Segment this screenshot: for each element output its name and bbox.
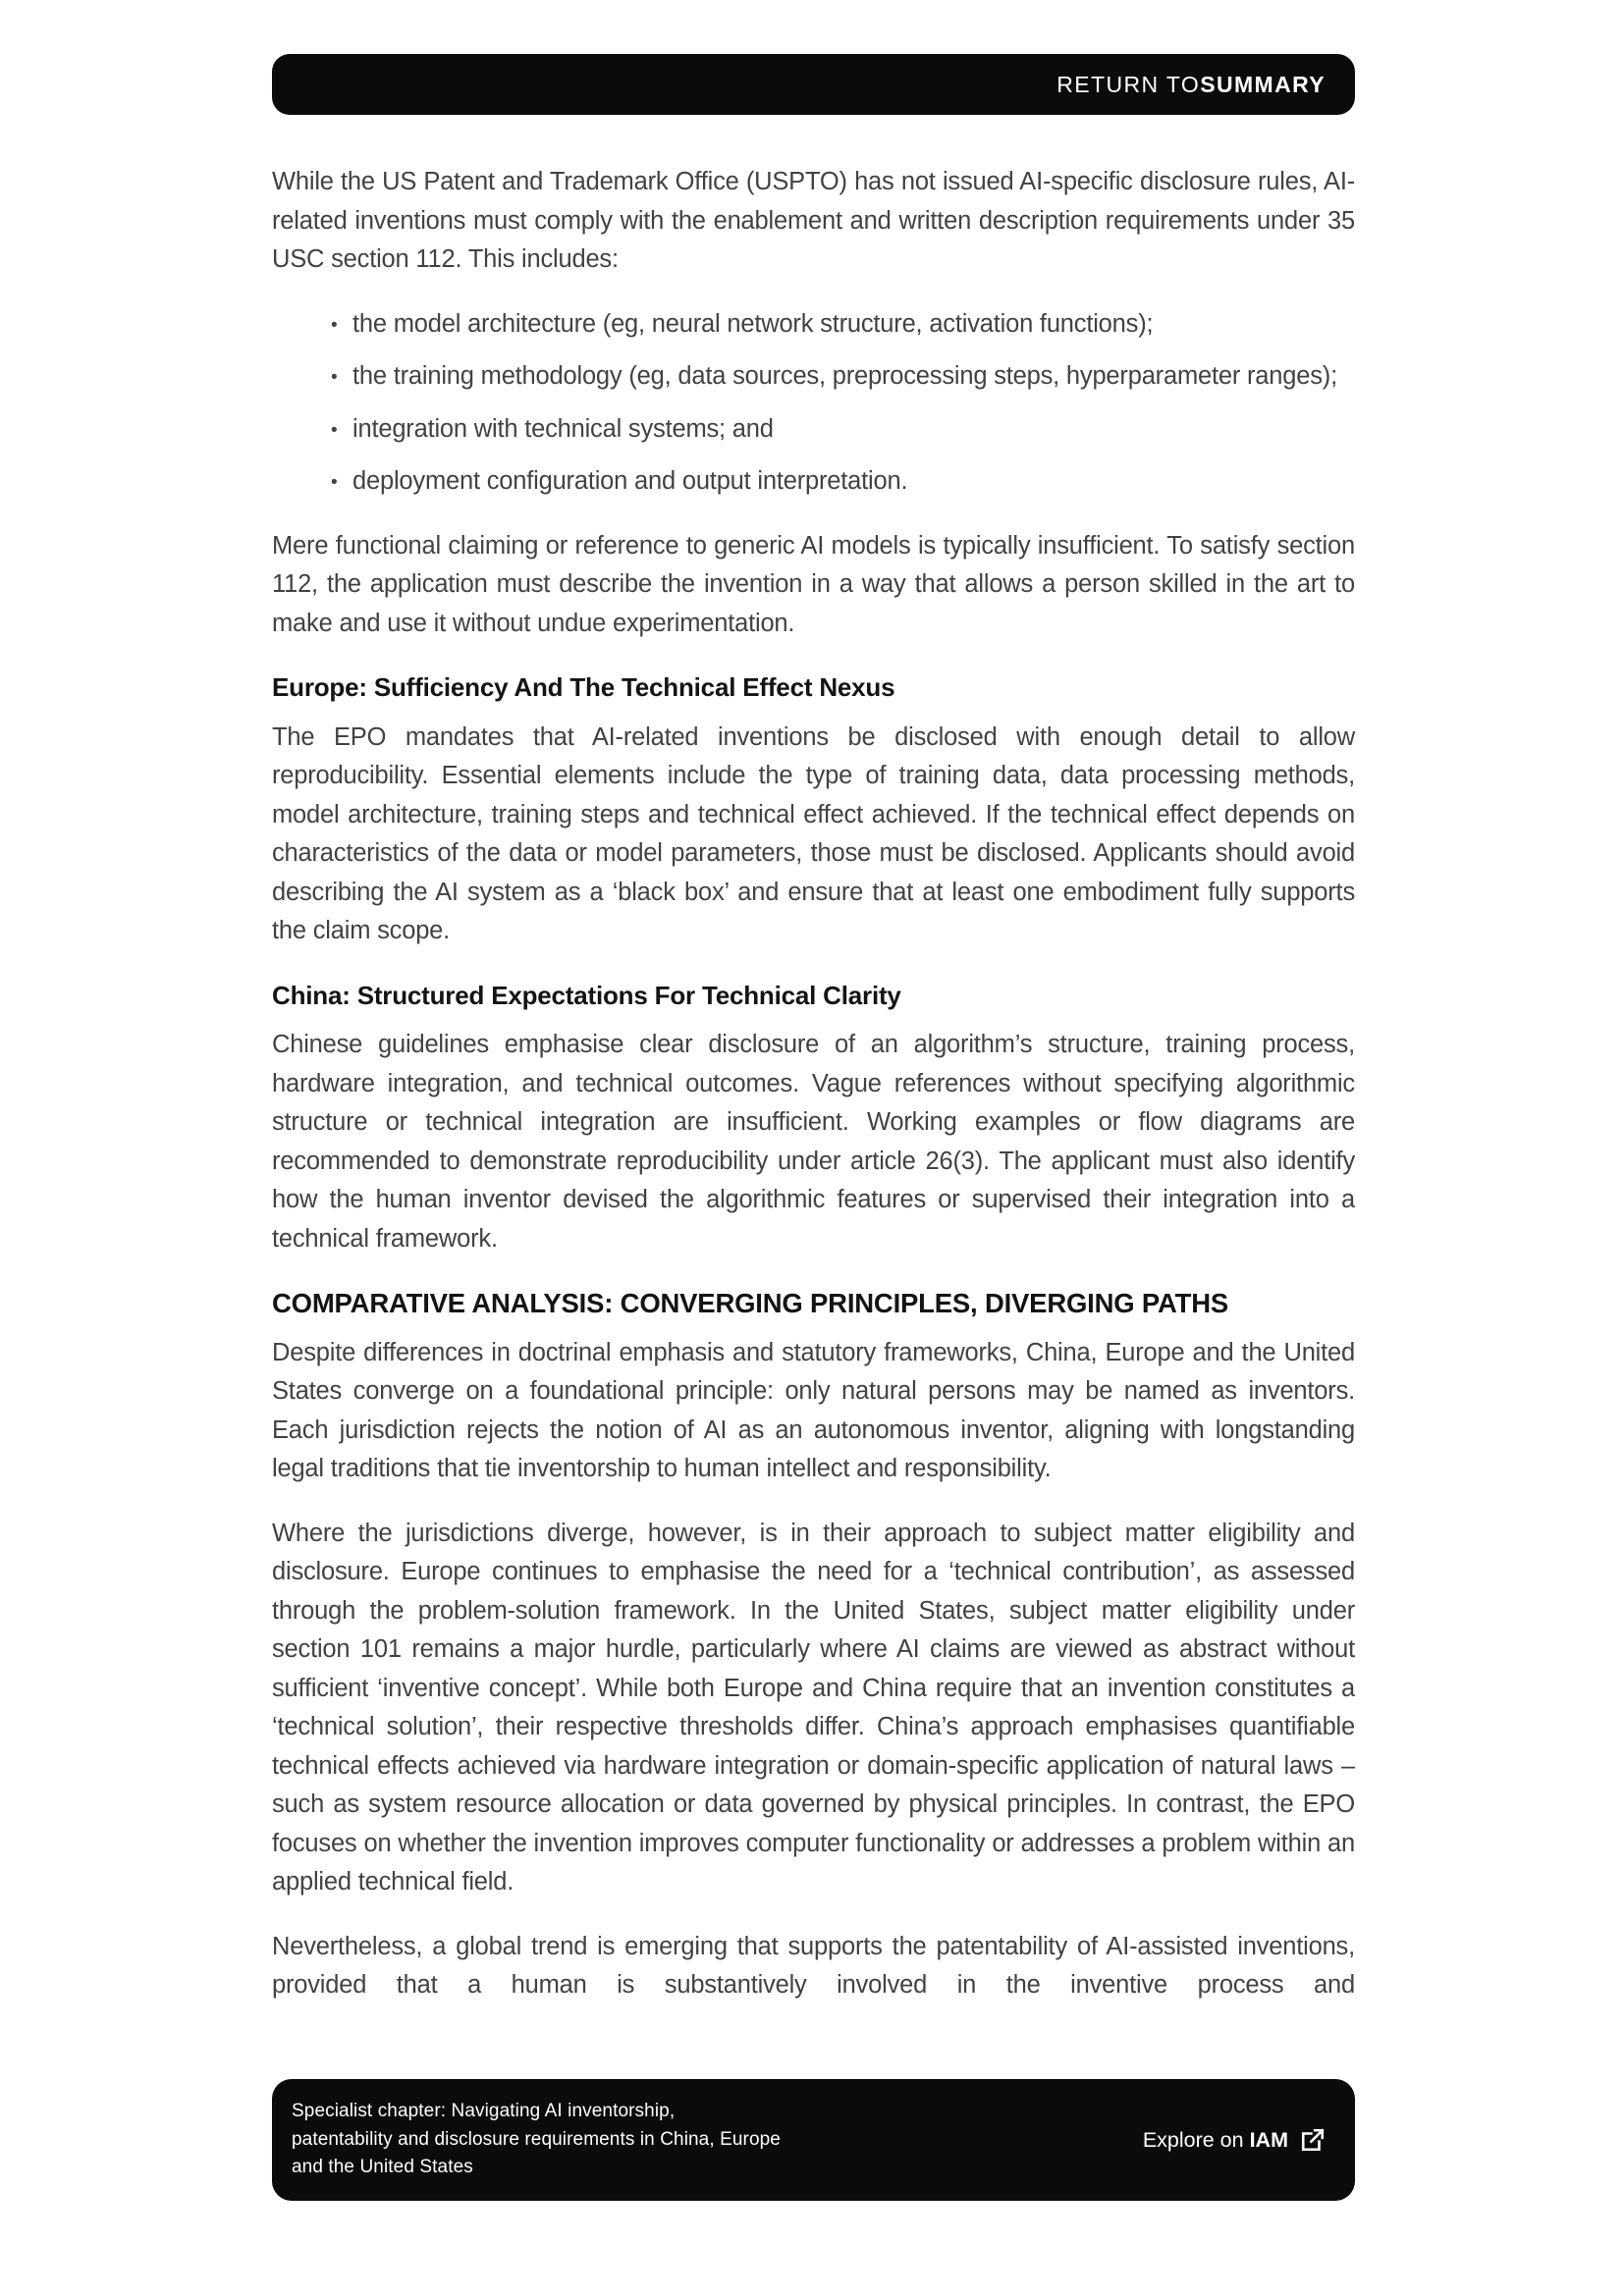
list-item [331, 357, 1355, 397]
list-item [331, 410, 1355, 450]
explore-label-bold: IAM [1249, 2127, 1288, 2152]
comparative-paragraph-3: Nevertheless, a global trend is emerging that supports the patentability of AI-assisted inventions, provided that a human is substantively involved in the inventive process and [272, 1932, 1355, 1999]
comparative-paragraph-1: Despite differences in doctrinal emphasis and statutory frameworks, China, Europe and the United States converge on a foundational principle: only natural persons may be named as inventors. Each jurisdiction rejects the notion of AI as an autonomous inventor, aligning with longstanding legal traditions that tie inventorship to human intellect and responsibility. [272, 1338, 1355, 1482]
footer-title-line-1: Specialist chapter: Navigating AI inventorship, [292, 2101, 676, 2122]
explore-label-regular: Explore on [1142, 2127, 1250, 2152]
footer-chapter-title [292, 2098, 781, 2182]
comparative-analysis-heading: COMPARATIVE ANALYSIS: CONVERGING PRINCIPLES, DIVERGING PATHS [272, 1288, 1229, 1318]
post-bullets-paragraph: Mere functional claiming or reference to generic AI models is typically insufficient. To satisfy section 112, the application must describe the invention in a way that allows a person skilled in the art to make and use it without undue experimentation. [272, 531, 1355, 637]
body-column [272, 163, 1355, 2031]
europe-section-heading: Europe: Sufficiency And The Technical Effect Nexus [272, 672, 895, 702]
return-to-summary-label-bold: SUMMARY [1200, 71, 1326, 97]
bullet-icon: • [331, 472, 338, 493]
footer-title-line-2: patentability and disclosure requirements in China, Europe [292, 2128, 781, 2150]
comparative-paragraph-2: Where the jurisdictions diverge, however, is in their approach to subject matter eligibility and disclosure. Europe continues to emphasise the need for a ‘technical contribution’, as assessed through the problem-solution framework. In the United States, subject matter eligibility under section 101 remains a major hurdle, particularly where AI claims are viewed as abstract without sufficient ‘inventive concept’. While both Europe and China require that an invention constitutes a ‘technical solution’, their respective thresholds differ. China’s approach emphasises quantifiable technical effects achieved via hardware integration or domain-specific application of natural laws – such as system resource allocation or data governed by physical principles. In contrast, the EPO focuses on whether the invention improves computer functionality or addresses a problem within an applied technical field. [272, 1519, 1355, 1896]
external-link-icon [1300, 2127, 1326, 2153]
bullet-icon: • [331, 314, 338, 336]
china-paragraph: Chinese guidelines emphasise clear disclosure of an algorithm’s structure, training process, hardware integration, and technical outcomes. Vague references without specifying algorithmic structure or technical integration are insufficient. Working examples or flow diagrams are recommended to demonstrate reproducibility under article 26(3). The applicant must also identify how the human inventor devised the algorithmic features or supervised their integration into a technical framework. [272, 1031, 1355, 1253]
list-item-text: the training methodology (eg, data sources, preprocessing steps, hyperparameter ranges); [352, 362, 1337, 390]
disclosure-bullet-list [272, 305, 1355, 502]
bullet-icon: • [331, 367, 338, 388]
return-to-summary-label-regular: RETURN TO [1056, 71, 1201, 97]
list-item [331, 305, 1355, 345]
china-section-heading: China: Structured Expectations For Technical Clarity [272, 980, 901, 1010]
list-item [331, 462, 1355, 502]
list-item-text: deployment configuration and output interpretation. [352, 467, 908, 495]
intro-paragraph: While the US Patent and Trademark Office (USPTO) has not issued AI-specific disclosure rules, AI-related inventions must comply with the enablement and written description requirements under 35 USC section 112. This includes: [272, 168, 1355, 273]
bullet-icon: • [331, 419, 338, 441]
return-to-summary-link[interactable] [272, 54, 1355, 115]
europe-paragraph: The EPO mandates that AI-related inventions be disclosed with enough detail to allow reproducibility. Essential elements include the type of training data, data processing methods, model architecture, training steps and technical effect achieved. If the technical effect depends on characteristics of the data or model parameters, those must be disclosed. Applicants should avoid describing the AI system as a ‘black box’ and ensure that at least one embodiment fully supports the claim scope. [272, 722, 1355, 944]
explore-on-iam-link[interactable] [1096, 2104, 1326, 2177]
footer-title-line-3: and the United States [292, 2157, 473, 2178]
list-item-text: the model architecture (eg, neural network structure, activation functions); [352, 309, 1154, 338]
list-item-text: integration with technical systems; and [352, 414, 774, 443]
footer-bar [272, 2079, 1355, 2201]
